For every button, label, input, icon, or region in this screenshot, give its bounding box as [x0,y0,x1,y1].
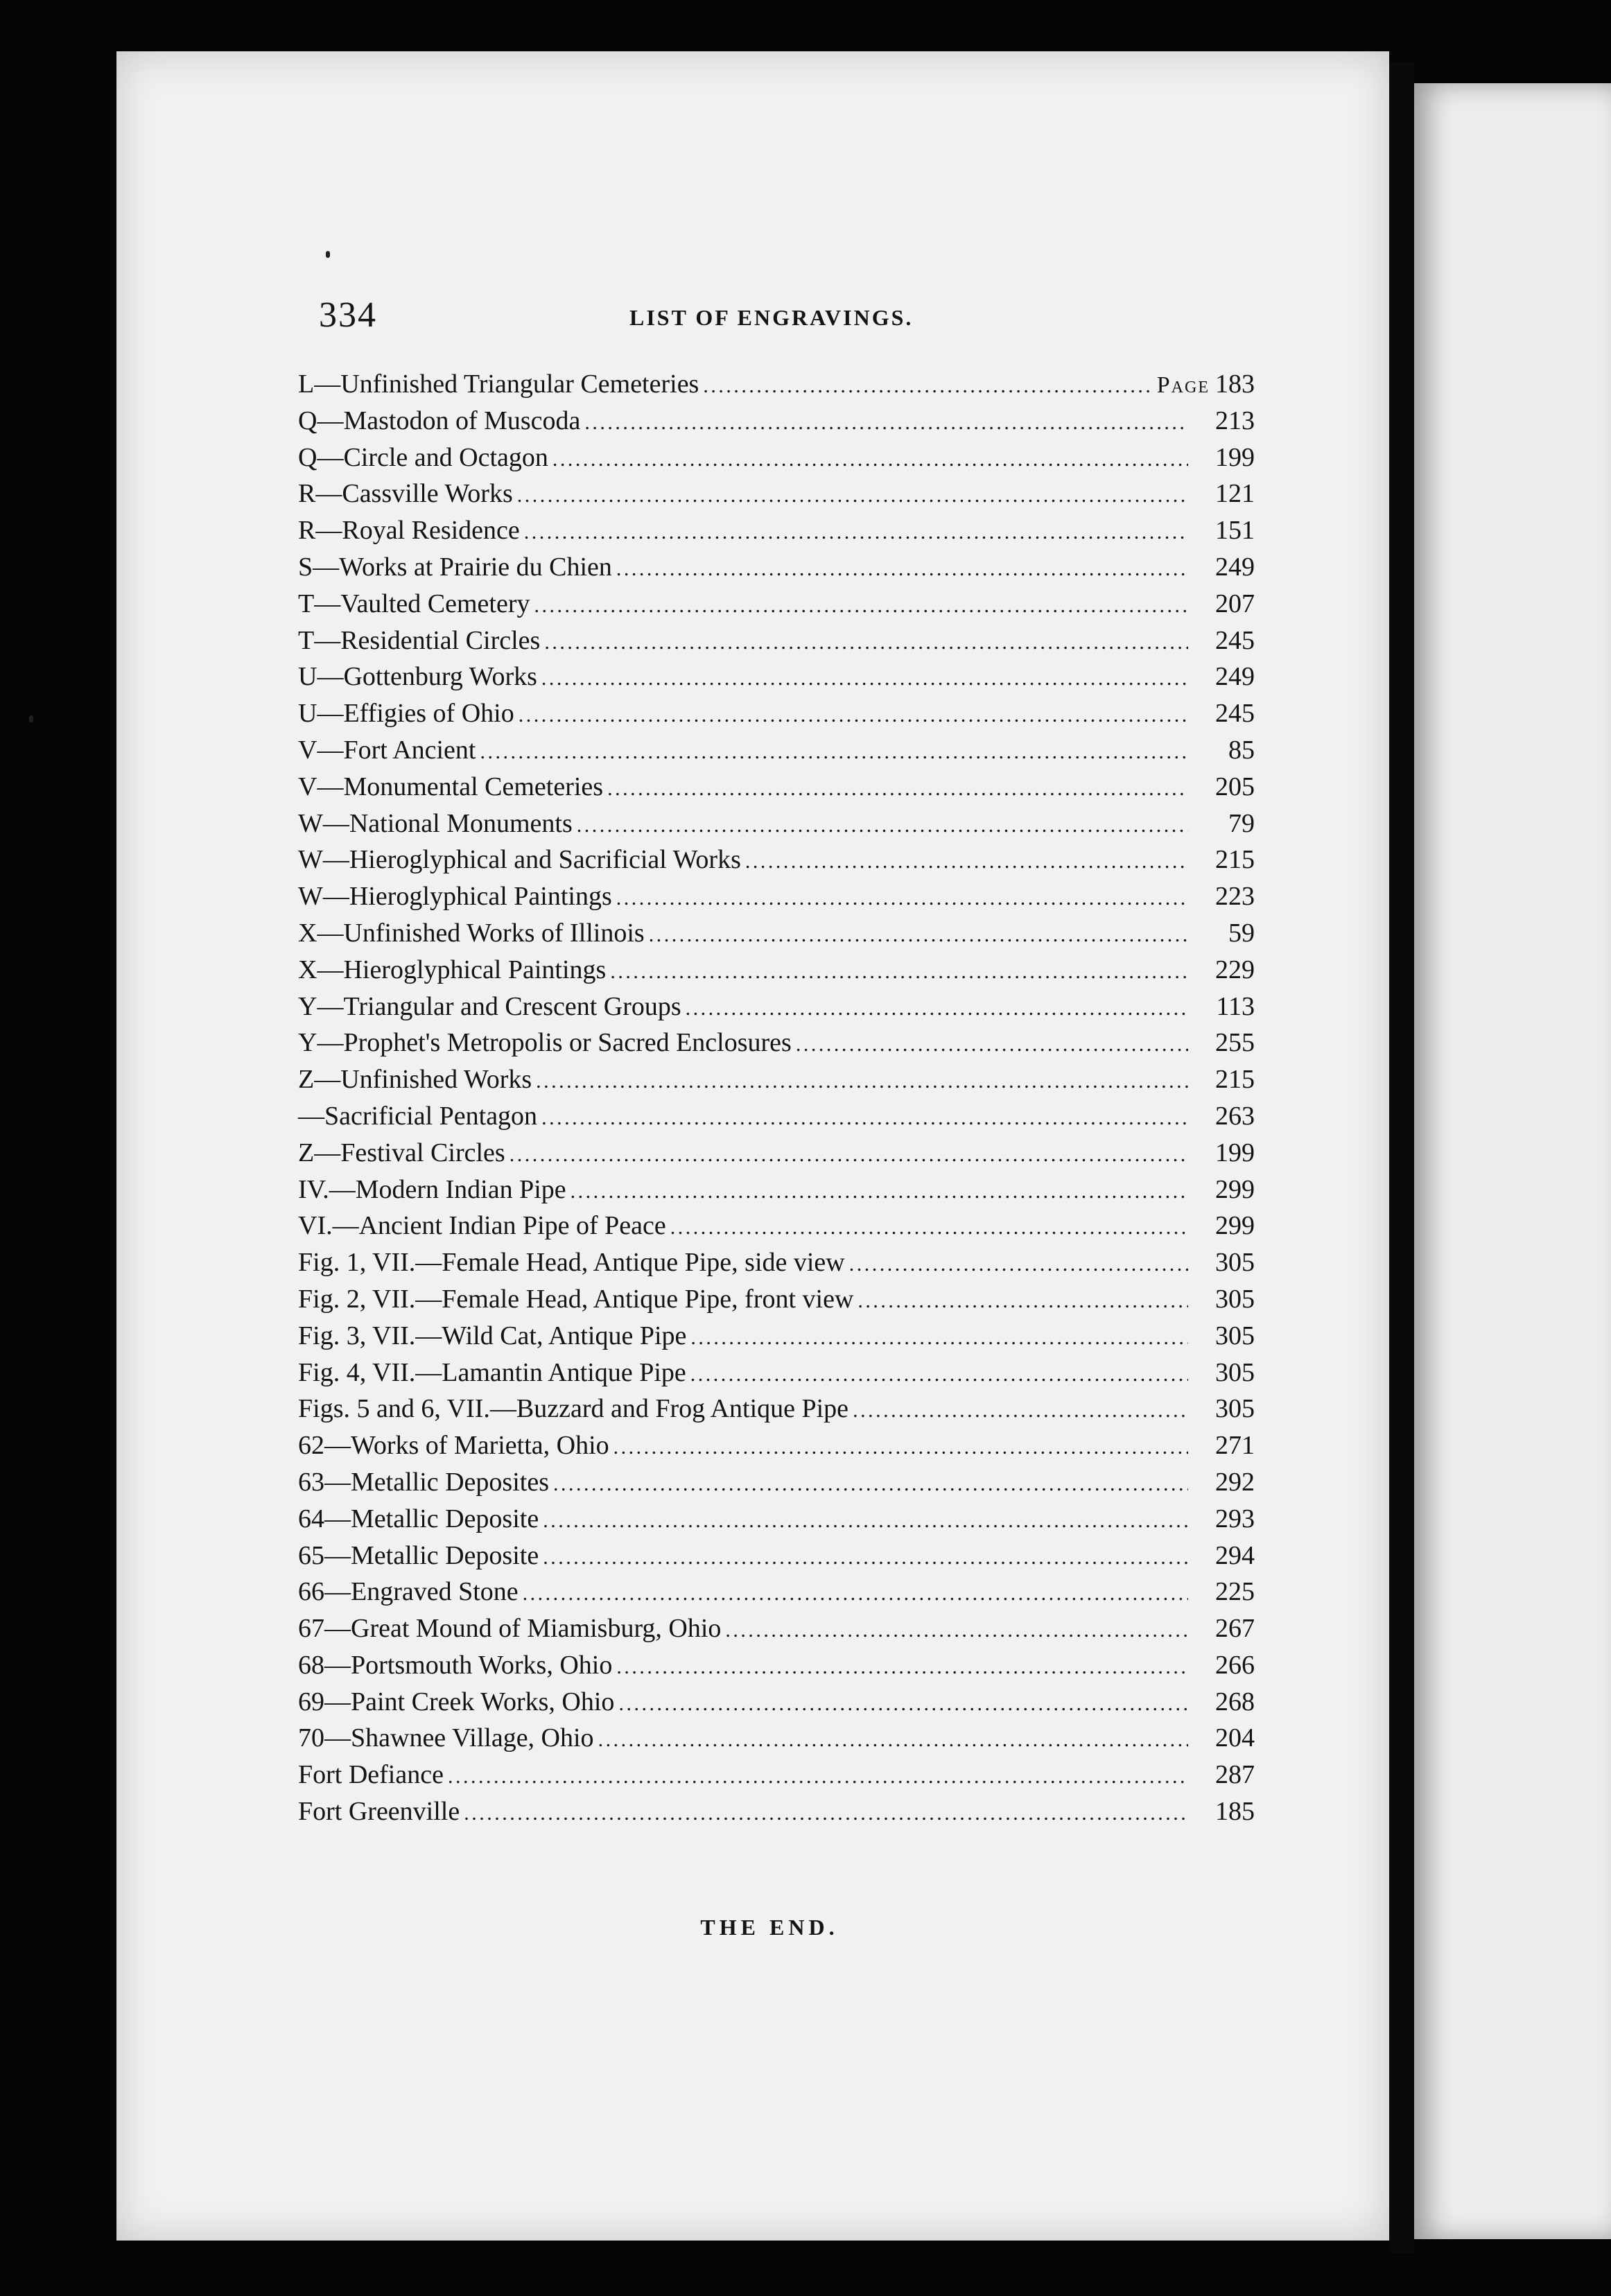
entry-title: Fig. 4, VII.—Lamantin Antique Pipe [298,1357,686,1387]
entry-page-ref [1192,1464,1255,1501]
book-gutter [1389,62,1414,2253]
entry-page-ref [1192,1647,1255,1684]
entry-page-number: 213 [1215,406,1255,435]
dot-leader [510,1135,1188,1174]
list-item [298,440,1255,476]
entry-title: Q—Circle and Octagon [298,442,548,472]
entry-title: L—Unfinished Triangular Cemeteries [298,369,699,399]
entry-page-number: 249 [1215,552,1255,582]
list-item [298,366,1255,403]
dot-leader [543,1501,1188,1540]
entry-title: Y—Triangular and Crescent Groups [298,991,681,1021]
entry-page-number: 59 [1228,918,1255,948]
dot-leader [853,1391,1188,1429]
list-item [298,1610,1255,1647]
entry-page-ref [1192,769,1255,806]
dot-leader [607,769,1188,808]
list-item [298,1061,1255,1098]
entry-title: W—Hieroglyphical and Sacrificial Works [298,845,741,875]
entry-title: —Sacrificial Pentagon [298,1101,538,1131]
list-item [298,1427,1255,1464]
dot-leader [598,1720,1188,1759]
entry-page-number: 268 [1215,1687,1255,1716]
entry-page-ref [1192,878,1255,915]
entry-page-ref [1192,1391,1255,1427]
entry-page-number: 305 [1215,1357,1255,1387]
entry-page-ref [1192,1793,1255,1830]
entry-page-ref [1192,440,1255,476]
dot-leader [541,1098,1188,1137]
entry-title: W—Hieroglyphical Paintings [298,882,612,912]
list-item [298,1135,1255,1172]
entry-title: U—Gottenburg Works [298,662,537,692]
entry-title: 70—Shawnee Village, Ohio [298,1723,594,1753]
entry-title: R—Royal Residence [298,516,520,546]
entry-title: Fort Defiance [298,1760,444,1790]
list-item [298,1720,1255,1757]
entry-page-ref [1192,659,1255,695]
entry-page-number: 199 [1215,1138,1255,1167]
entry-page-number: 305 [1215,1394,1255,1424]
entry-page-number: 205 [1215,772,1255,801]
entry-page-number: 215 [1215,845,1255,875]
entry-page-number: 249 [1215,662,1255,692]
entry-title: T—Vaulted Cemetery [298,589,530,618]
entry-page-ref [1192,1355,1255,1391]
list-item [298,1355,1255,1391]
page-header [319,288,1220,343]
list-item [298,1244,1255,1281]
dot-leader [584,403,1188,442]
entry-page-number: 255 [1215,1028,1255,1058]
entry-page-number: 294 [1215,1540,1255,1570]
entry-title: Q—Mastodon of Muscoda [298,406,581,435]
dot-leader [571,1172,1188,1210]
list-item [298,1464,1255,1501]
list-item [298,769,1255,806]
entry-title: VI.—Ancient Indian Pipe of Peace [298,1211,666,1241]
entry-title: 67—Great Mound of Miamisburg, Ohio [298,1614,722,1644]
entry-page-ref [1192,1757,1255,1793]
entry-title: Figs. 5 and 6, VII.—Buzzard and Frog Antique Pipe [298,1394,849,1424]
entry-title: Y—Prophet's Metropolis or Sacred Enclosures [298,1028,792,1058]
entry-page-number: 292 [1215,1467,1255,1497]
entry-title: V—Fort Ancient [298,735,476,765]
entry-page-number: 113 [1216,991,1255,1021]
dot-leader [534,586,1188,625]
entry-page-number: 225 [1215,1577,1255,1607]
list-item [298,1757,1255,1793]
entry-page-number: 183 [1215,369,1255,399]
list-item [298,989,1255,1025]
entry-page-ref [1192,1318,1255,1355]
entry-title: 62—Works of Marietta, Ohio [298,1431,609,1461]
dot-leader [448,1757,1188,1795]
dot-leader [670,1208,1188,1246]
entry-page-ref [1192,1098,1255,1135]
page-word: Page [1156,372,1210,398]
entry-title: Fig. 2, VII.—Female Head, Antique Pipe, front view [298,1284,854,1314]
running-title: LIST OF ENGRAVINGS. [629,305,914,330]
dot-leader [524,512,1188,551]
entry-title: 68—Portsmouth Works, Ohio [298,1650,613,1680]
entry-title: S—Works at Prairie du Chien [298,552,612,582]
list-item [298,1172,1255,1208]
dot-leader [616,549,1188,588]
entry-page-number: 79 [1228,808,1255,838]
entry-page-ref [1192,952,1255,989]
list-item [298,952,1255,989]
entry-page-ref [1192,1061,1255,1098]
list-item [298,1501,1255,1538]
list-item [298,1538,1255,1574]
entry-title: 64—Metallic Deposite [298,1504,539,1533]
entry-title: IV.—Modern Indian Pipe [298,1174,566,1204]
dot-leader [796,1025,1188,1063]
dot-leader [577,806,1188,844]
entry-page-number: 85 [1228,735,1255,765]
dot-leader [543,1538,1188,1576]
list-item [298,623,1255,659]
dot-leader [552,440,1188,478]
entry-page-ref [1192,586,1255,623]
entry-title: Fort Greenville [298,1797,460,1827]
entry-page-number: 245 [1215,699,1255,729]
dot-leader [857,1281,1188,1320]
entry-title: Z—Festival Circles [298,1138,505,1167]
entry-page-ref [1192,1025,1255,1061]
entry-page-number: 305 [1215,1248,1255,1278]
list-item [298,1684,1255,1721]
entry-title: 66—Engraved Stone [298,1577,519,1607]
list-item [298,878,1255,915]
entry-page-ref [1192,1172,1255,1208]
scan-speck [29,715,33,722]
entry-title: Z—Unfinished Works [298,1065,532,1095]
dot-leader [618,1684,1188,1723]
list-item [298,1025,1255,1061]
entry-page-number: 121 [1215,479,1255,509]
dot-leader [616,1647,1188,1686]
dot-leader [553,1464,1188,1503]
entry-page-number: 305 [1215,1321,1255,1350]
dot-leader [536,1061,1188,1100]
entry-page-number: 151 [1215,516,1255,546]
entry-page-ref [1192,1684,1255,1721]
entry-page-ref [1192,915,1255,952]
entry-page-ref [1192,1720,1255,1757]
list-item [298,1281,1255,1318]
entry-page-ref [1192,842,1255,878]
entry-page-ref [1192,1427,1255,1464]
entry-page-ref [1192,695,1255,732]
dot-leader [610,952,1188,991]
entry-page-ref [1192,806,1255,842]
entry-page-number: 299 [1215,1174,1255,1204]
entry-page-ref [1192,549,1255,586]
dot-leader [480,732,1188,771]
dot-leader [544,623,1188,661]
list-item [298,1318,1255,1355]
entry-title: 65—Metallic Deposite [298,1540,539,1570]
dot-leader [745,842,1188,880]
entry-title: 69—Paint Creek Works, Ohio [298,1687,615,1716]
dot-leader [519,695,1188,734]
entry-page-ref [1192,1281,1255,1318]
dot-leader [649,915,1188,954]
entry-page-number: 271 [1215,1431,1255,1461]
entry-page-ref [1192,732,1255,769]
entry-page-ref [1192,623,1255,659]
entry-title: W—National Monuments [298,808,573,838]
entry-page-ref [1192,1610,1255,1647]
entry-title: V—Monumental Cemeteries [298,772,604,801]
list-item [298,1574,1255,1610]
entry-page-ref [1157,366,1255,404]
dot-leader [517,476,1188,514]
list-item [298,695,1255,732]
entry-page-ref [1192,403,1255,440]
entry-page-number: 299 [1215,1211,1255,1241]
entry-page-ref [1192,512,1255,549]
entry-title: Fig. 3, VII.—Wild Cat, Antique Pipe [298,1321,687,1350]
list-item [298,1391,1255,1427]
entry-page-ref [1192,1135,1255,1172]
entry-page-number: 204 [1215,1723,1255,1753]
entry-title: T—Residential Circles [298,625,541,655]
list-item [298,659,1255,695]
scan-speck [326,251,330,258]
facing-page-edge [1414,83,1611,2239]
engravings-list [298,366,1255,1830]
entry-page-number: 267 [1215,1614,1255,1644]
list-item [298,512,1255,549]
entry-page-ref [1192,1244,1255,1281]
entry-page-ref [1192,476,1255,512]
dot-leader [690,1318,1188,1357]
list-item [298,1793,1255,1830]
dot-leader [541,659,1188,697]
entry-page-number: 215 [1215,1065,1255,1095]
entry-page-ref [1192,1501,1255,1538]
entry-page-number: 199 [1215,442,1255,472]
dot-leader [613,1427,1188,1466]
list-item [298,1647,1255,1684]
dot-leader [464,1793,1188,1832]
entry-page-number: 223 [1215,882,1255,912]
entry-page-number: 229 [1215,955,1255,984]
entry-page-number: 207 [1215,589,1255,618]
dot-leader [523,1574,1188,1612]
entry-title: 63—Metallic Deposites [298,1467,549,1497]
list-item [298,732,1255,769]
list-item [298,806,1255,842]
entry-page-number: 263 [1215,1101,1255,1131]
list-item [298,549,1255,586]
entry-page-number: 305 [1215,1284,1255,1314]
entry-title: Fig. 1, VII.—Female Head, Antique Pipe, side view [298,1248,845,1278]
list-item [298,476,1255,512]
dot-leader [703,366,1152,405]
entry-page-ref [1192,1574,1255,1610]
list-item [298,1208,1255,1244]
list-item [298,915,1255,952]
list-item [298,1098,1255,1135]
entry-page-number: 293 [1215,1504,1255,1533]
entry-page-ref [1192,1538,1255,1574]
dot-leader [725,1610,1188,1649]
entry-title: U—Effigies of Ohio [298,699,514,729]
entry-page-number: 245 [1215,625,1255,655]
entry-title: X—Hieroglyphical Paintings [298,955,607,984]
entry-title: X—Unfinished Works of Illinois [298,918,645,948]
list-item [298,403,1255,440]
entry-page-number: 266 [1215,1650,1255,1680]
the-end: THE END. [700,1915,839,1940]
entry-page-ref [1192,1208,1255,1244]
entry-page-number: 287 [1215,1760,1255,1790]
dot-leader [686,989,1188,1027]
entry-title: R—Cassville Works [298,479,513,509]
list-item [298,842,1255,878]
dot-leader [690,1355,1188,1393]
dot-leader [849,1244,1188,1283]
entry-page-number: 185 [1215,1797,1255,1827]
entry-page-ref [1192,989,1255,1025]
list-item [298,586,1255,623]
dot-leader [616,878,1188,917]
page-number: 334 [319,295,377,335]
